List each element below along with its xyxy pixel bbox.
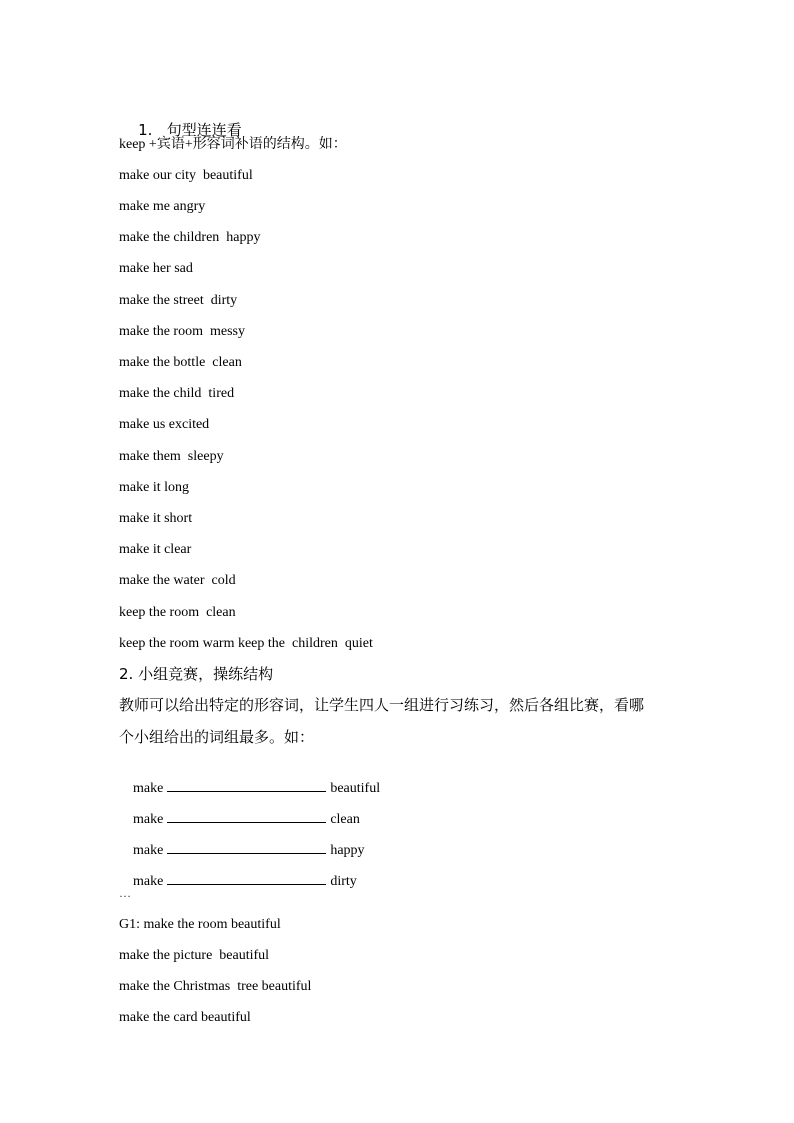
section1-number: 1. [138,121,153,139]
section2-paragraph-line2: 个小组给出的词组最多。如： [119,728,315,746]
phrase-line: make the room messy [119,324,245,339]
answer-blank[interactable] [167,840,326,854]
fill-verb: make [133,781,164,796]
answer-blank[interactable] [167,809,326,823]
example-line: G1: make the room beautiful [119,917,281,932]
phrase-line: make it clear [119,542,192,557]
section2-paragraph-line1: 教师可以给出特定的形容词，让学生四人一组进行习练习，然后各组比赛，看哪 [119,696,645,714]
answer-blank[interactable] [167,778,326,792]
phrase-line: make our city beautiful [119,168,253,183]
fill-adjective: dirty [330,874,357,889]
section1-title: 句型连连看 [166,121,242,139]
phrase-line: make them sleepy [119,449,224,464]
fill-adjective: happy [330,843,365,858]
fill-verb: make [133,874,164,889]
section1-intro: keep +宾语+形容词补语的结构。如： [119,137,347,152]
fill-adjective: beautiful [330,781,381,796]
example-line: make the card beautiful [119,1010,251,1025]
ellipsis: … [119,886,131,900]
fill-blank-row [119,853,357,909]
phrase-line: make the water cold [119,573,236,588]
fill-verb: make [133,843,164,858]
phrase-line: keep the room clean [119,605,236,620]
fill-adjective: clean [330,812,360,827]
phrase-line: make us excited [119,417,210,432]
phrase-line: make the child tired [119,386,235,401]
phrase-line: make the street dirty [119,293,238,308]
example-line: make the picture beautiful [119,948,270,963]
answer-blank[interactable] [167,871,326,885]
phrase-line: make her sad [119,261,193,276]
section2-heading: 2. 小组竞赛，操练结构 [119,665,274,683]
example-line: make the Christmas tree beautiful [119,979,312,994]
phrase-line: make it long [119,480,189,495]
phrase-line: make me angry [119,199,206,214]
phrase-line: keep the room warm keep the children quiet [119,636,373,651]
phrase-line: make the children happy [119,230,261,245]
fill-verb: make [133,812,164,827]
phrase-line: make the bottle clean [119,355,242,370]
phrase-line: make it short [119,511,193,526]
